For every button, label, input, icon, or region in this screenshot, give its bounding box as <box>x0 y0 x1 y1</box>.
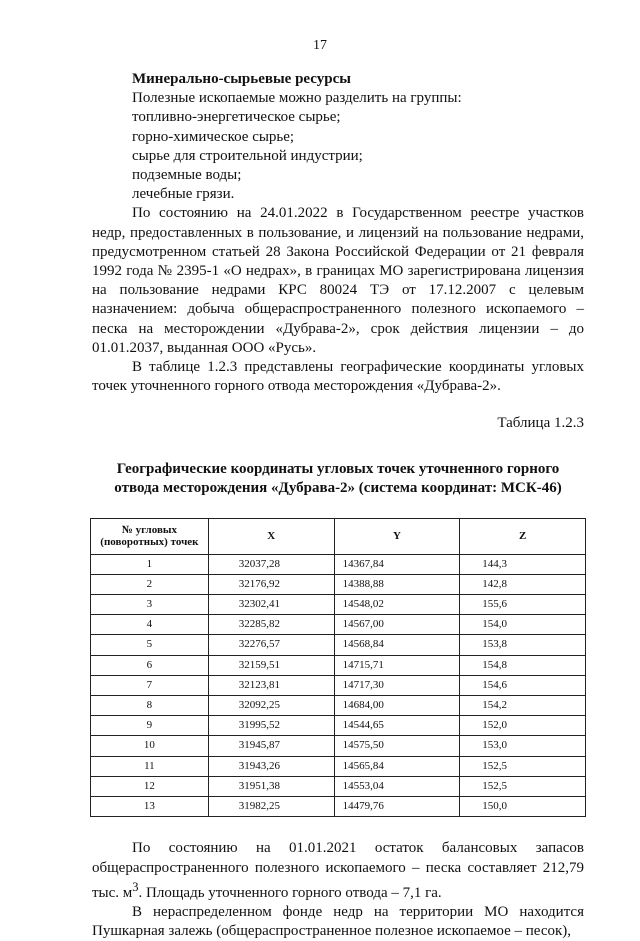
cell-point-number: 7 <box>91 675 209 695</box>
cell-z: 153,8 <box>460 635 586 655</box>
superscript-3: 3 <box>132 879 139 894</box>
cell-y: 14568,84 <box>334 635 460 655</box>
cell-y: 14553,04 <box>334 776 460 796</box>
header-y: Y <box>334 518 460 554</box>
cell-z: 154,2 <box>460 696 586 716</box>
table-row <box>91 554 586 574</box>
table-body <box>91 554 586 817</box>
table-row <box>91 736 586 756</box>
cell-z: 155,6 <box>460 595 586 615</box>
cell-y: 14544,65 <box>334 716 460 736</box>
cell-point-number: 4 <box>91 615 209 635</box>
cell-point-number: 5 <box>91 635 209 655</box>
table-row <box>91 655 586 675</box>
cell-y: 14715,71 <box>334 655 460 675</box>
list-item: лечебные грязи. <box>132 186 235 203</box>
cell-point-number: 11 <box>91 756 209 776</box>
table-row <box>91 756 586 776</box>
cell-z: 154,0 <box>460 615 586 635</box>
cell-point-number: 10 <box>91 736 209 756</box>
cell-x: 32176,92 <box>208 574 334 594</box>
table-row <box>91 675 586 695</box>
table-caption-line: отвода месторождения «Дубрава-2» (система координат: МСК-46) <box>114 479 562 496</box>
cell-point-number: 13 <box>91 797 209 817</box>
table-caption <box>92 460 584 498</box>
cell-z: 144,3 <box>460 554 586 574</box>
list-item: подземные воды; <box>132 167 242 184</box>
cell-point-number: 12 <box>91 776 209 796</box>
cell-z: 154,6 <box>460 675 586 695</box>
cell-y: 14575,50 <box>334 736 460 756</box>
cell-y: 14684,00 <box>334 696 460 716</box>
table-row <box>91 635 586 655</box>
document-body <box>92 70 584 941</box>
coordinates-table <box>90 518 586 818</box>
cell-point-number: 2 <box>91 574 209 594</box>
cell-point-number: 9 <box>91 716 209 736</box>
cell-x: 32123,81 <box>208 675 334 695</box>
table-row <box>91 776 586 796</box>
table-caption-line: Географические координаты угловых точек уточненного горного <box>116 460 560 477</box>
cell-z: 153,0 <box>460 736 586 756</box>
cell-y: 14565,84 <box>334 756 460 776</box>
cell-z: 150,0 <box>460 797 586 817</box>
cell-point-number: 8 <box>91 696 209 716</box>
paragraph-license: По состоянию на 24.01.2022 в Государственном реестре участков недр, предоставленных в пользование, и лицензий на пользование недрами, предусмотренном статьей 28 Закона Российской Федерации от 21 февраля 1992 года № 2395-1 «О недрах», в границах МО зарегистрирована лицензия на пользование недрами КРС 80024 ТЭ от 17.12.2007 с целевым назначением: добыча общераспространенного полезного ископаемого – песка на месторождении «Дубрава-2», срок действия лицензии – до 01.01.2037, выданная ООО «Русь». <box>92 205 584 356</box>
cell-z: 154,8 <box>460 655 586 675</box>
cell-y: 14388,88 <box>334 574 460 594</box>
table-label: Таблица 1.2.3 <box>497 415 584 432</box>
paragraph-table-reference: В таблице 1.2.3 представлены географические координаты угловых точек уточненного горного отвода месторождения «Дубрава-2». <box>92 359 584 395</box>
table-row <box>91 574 586 594</box>
cell-x: 32159,51 <box>208 655 334 675</box>
list-item: сырье для строительной индустрии; <box>132 147 363 164</box>
cell-x: 31995,52 <box>208 716 334 736</box>
header-z: Z <box>460 518 586 554</box>
paragraph-pushkarnaya: В нераспределенном фонде недр на территории МО находится Пушкарная залежь (общераспространенное полезное ископаемое – песок), <box>92 903 584 940</box>
table-row <box>91 716 586 736</box>
cell-x: 31982,25 <box>208 797 334 817</box>
cell-x: 32285,82 <box>208 615 334 635</box>
cell-point-number: 6 <box>91 655 209 675</box>
list-item: горно-химическое сырье; <box>132 128 295 145</box>
cell-point-number: 1 <box>91 554 209 574</box>
cell-z: 152,5 <box>460 756 586 776</box>
cell-point-number: 3 <box>91 595 209 615</box>
header-x: X <box>208 518 334 554</box>
cell-x: 32276,57 <box>208 635 334 655</box>
cell-x: 31951,38 <box>208 776 334 796</box>
cell-y: 14548,02 <box>334 595 460 615</box>
cell-x: 32037,28 <box>208 554 334 574</box>
cell-x: 32092,25 <box>208 696 334 716</box>
cell-x: 31943,26 <box>208 756 334 776</box>
cell-y: 14367,84 <box>334 554 460 574</box>
paragraph-reserves: По состоянию на 01.01.2021 остаток балансовых запасов общераспространенного полезного ископаемого – песка составляет 212,79 тыс. $м^3$. Площадь уточненного горного отвода – 7,1 га. <box>92 840 584 901</box>
table-row <box>91 696 586 716</box>
cell-x: 31945,87 <box>208 736 334 756</box>
page-number: 17 <box>313 38 327 53</box>
cell-y: 14567,00 <box>334 615 460 635</box>
cell-z: 152,5 <box>460 776 586 796</box>
list-item: топливно-энергетическое сырье; <box>132 109 341 126</box>
cell-x: 32302,41 <box>208 595 334 615</box>
cell-y: 14717,30 <box>334 675 460 695</box>
header-point-number: № угловых (поворотных) точек <box>91 518 209 554</box>
table-row <box>91 615 586 635</box>
cell-y: 14479,76 <box>334 797 460 817</box>
table-header-row <box>91 518 586 554</box>
intro-line: Полезные ископаемые можно разделить на группы: <box>132 90 462 107</box>
cell-z: 152,0 <box>460 716 586 736</box>
table-row <box>91 595 586 615</box>
section-heading: Минерально-сырьевые ресурсы <box>132 71 351 87</box>
table-row <box>91 797 586 817</box>
cell-z: 142,8 <box>460 574 586 594</box>
